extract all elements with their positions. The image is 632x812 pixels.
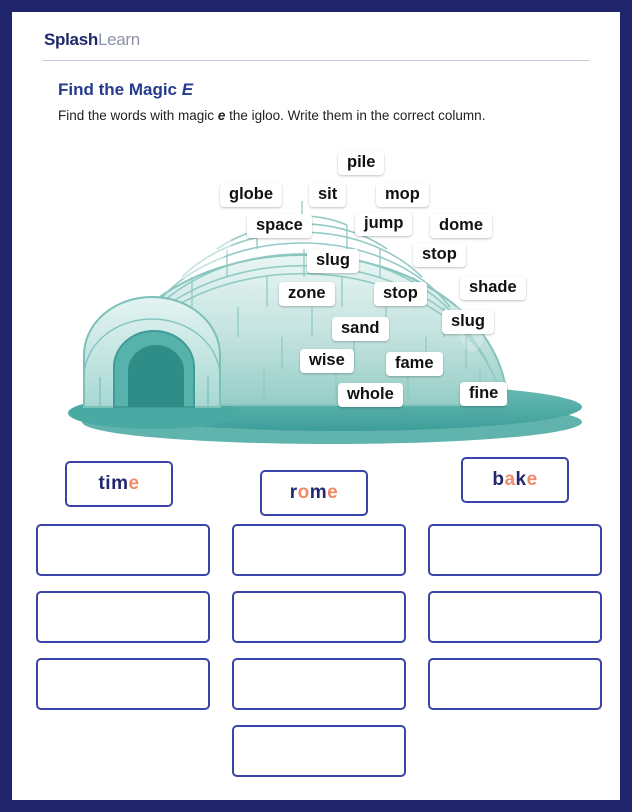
header-divider (42, 60, 590, 61)
word-tile: slug (442, 310, 494, 334)
column-header-1 (65, 461, 173, 507)
instructions-bold-letter: e (217, 108, 226, 123)
answer-blank[interactable] (428, 658, 602, 710)
word-tile: globe (220, 183, 282, 207)
word-tile: stop (374, 282, 427, 306)
igloo-illustration (42, 137, 590, 447)
answer-blank[interactable] (232, 658, 406, 710)
column-header-3 (461, 457, 569, 503)
column-header-2-part: o (297, 482, 310, 503)
word-tile: fine (460, 382, 507, 406)
word-tile: stop (413, 243, 466, 267)
word-tile: dome (430, 214, 492, 238)
column-header-1-part: ti (98, 473, 112, 494)
answer-blank[interactable] (232, 725, 406, 777)
answer-blank[interactable] (36, 524, 210, 576)
instructions-pre: Find the words with magic (58, 108, 218, 123)
answer-blank[interactable] (428, 591, 602, 643)
page-title-letter: E (181, 80, 194, 99)
column-header-2 (260, 470, 368, 516)
word-tile: mop (376, 183, 429, 207)
splashlearn-logo (44, 30, 140, 50)
word-tile: wise (300, 349, 354, 373)
answer-blank[interactable] (428, 524, 602, 576)
logo-text-splash: Splash (44, 30, 98, 49)
word-tile: pile (338, 151, 384, 175)
answer-blank[interactable] (232, 524, 406, 576)
column-header-1-part: m (111, 473, 129, 494)
page-title-text: Find the Magic (58, 80, 182, 99)
word-tile: space (247, 214, 312, 238)
word-tile: shade (460, 276, 526, 300)
logo-text-learn: Learn (97, 30, 140, 49)
word-tile: jump (355, 212, 412, 236)
column-header-3-part: e (526, 469, 538, 490)
word-tile: sand (332, 317, 389, 341)
column-header-2-part: r (289, 482, 298, 503)
answer-blank[interactable] (36, 591, 210, 643)
instructions-post: the igloo. Write them in the correct column. (225, 108, 486, 123)
column-header-1-part: e (128, 473, 140, 494)
answer-blank[interactable] (232, 591, 406, 643)
column-header-3-part: k (515, 469, 527, 490)
answer-blank[interactable] (36, 658, 210, 710)
column-header-3-part: a (504, 469, 516, 490)
word-tile: sit (309, 183, 346, 207)
instructions (58, 108, 485, 123)
word-tile: fame (386, 352, 443, 376)
page-title (58, 80, 193, 100)
column-header-3-part: b (492, 469, 505, 490)
worksheet-page (12, 12, 620, 800)
word-tile: whole (338, 383, 403, 407)
word-tile: zone (279, 282, 335, 306)
word-tile: slug (307, 249, 359, 273)
column-header-2-part: e (327, 482, 339, 503)
column-header-2-part: m (309, 482, 328, 503)
